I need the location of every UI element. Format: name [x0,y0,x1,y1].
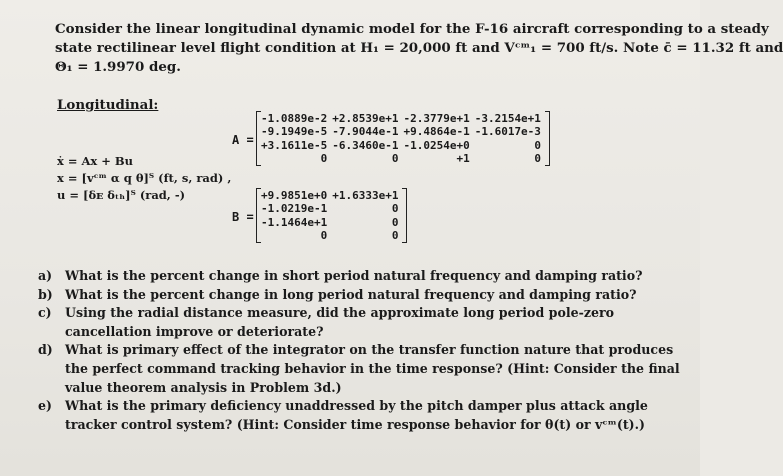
question-list [38,267,688,434]
matrix-a [256,111,550,166]
question-text: What is the percent change in long period natural frequency and damping ratio? [65,286,637,302]
matrix-b-cell: -1.0219e-1 [261,202,328,216]
matrix-a-cell: 0 [534,152,541,166]
state-eq-line-2: x = [vᶜᵐ α q θ]ᵀ (ft, s, rad) , [57,171,232,185]
state-eq-line-1: ẋ = Ax + Bu [57,154,134,168]
question-item [38,286,688,305]
question-letter: a) [38,268,53,283]
question-item [38,341,688,397]
matrix-a-cell: +2.8539e+1 [332,112,399,125]
matrix-b-cell: 0 [320,229,328,243]
matrix-b-row [261,229,403,242]
matrix-a-cell: 0 [391,152,399,166]
state-equations [57,153,231,204]
matrix-a-cell: 0 [534,138,541,152]
matrix-a-cell: -9.1949e-5 [261,125,328,139]
matrix-b-row [261,216,403,229]
state-eq-line-3: u = [δᴇ δₜₕ]ᵀ (rad, -) [57,188,186,202]
intro-line-1: Consider the linear longitudinal dynamic model for the F-16 aircraft corresponding to a steady [55,21,769,37]
matrix-b-label: B = [232,210,254,224]
matrix-a-cell: -6.3460e-1 [332,138,399,152]
question-letter: d) [38,342,53,358]
matrix-a-row [261,125,546,138]
matrix-a-cell: -1.6017e-3 [474,125,541,139]
matrix-b-cell: +9.9851e+0 [261,189,328,202]
matrix-a-cell: -3.2154e+1 [474,112,541,125]
matrix-b [256,188,407,243]
matrix-a-cell: +1 [456,152,470,166]
intro-line-2: state rectilinear level flight condition at H₁ = 20,000 ft and Vᶜᵐ₁ = 700 ft/s. Note c̄ = 11.32 ft and [55,40,783,56]
question-letter: c) [38,305,52,321]
matrix-b-cell: 0 [391,202,399,216]
matrix-a-cell: -1.0889e-2 [261,112,328,125]
matrix-a-cell: 0 [320,152,328,166]
longitudinal-heading: Longitudinal: [57,97,159,113]
question-text: What is the primary deficiency unaddressed by the pitch damper plus attack angle tracker control system? (Hint: Consider time response behavior for θ(t) or vᶜᵐ(t).) [65,398,648,432]
problem-statement [55,20,783,77]
matrix-b-cell: -1.1464e+1 [261,215,328,229]
question-text: What is the percent change in short period natural frequency and damping ratio? [65,268,643,283]
question-item [38,304,688,341]
matrix-a-row [261,152,546,165]
question-text: Using the radial distance measure, did the approximate long period pole-zero cancellation improve or deteriorate? [65,305,615,339]
question-text: What is primary effect of the integrator on the transfer function nature that produces the perfect command tracking behavior in the time response? (Hint: Consider the final value theorem analysis in Problem 3d.) [65,342,680,395]
matrix-a-row [261,139,546,152]
matrix-a-row [261,112,546,125]
matrix-a-cell: -2.3779e+1 [403,112,470,125]
matrix-a-cell: +9.4864e-1 [403,125,470,139]
matrix-b-cell: +1.6333e+1 [332,189,399,202]
matrix-b-row [261,202,403,215]
matrix-a-cell: +3.1611e-5 [261,138,328,152]
matrix-b-row [261,189,403,202]
question-letter: e) [38,398,52,414]
intro-line-3: Θ₁ = 1.9970 deg. [55,59,181,75]
matrix-a-label: A = [232,133,254,147]
matrix-a-cell: -1.0254e+0 [403,138,470,152]
question-letter: b) [38,286,53,302]
matrix-b-cell: 0 [391,215,399,229]
question-item [38,267,688,286]
matrix-b-cell: 0 [391,229,399,243]
question-item [38,397,688,434]
matrix-a-cell: -7.9044e-1 [332,125,399,139]
